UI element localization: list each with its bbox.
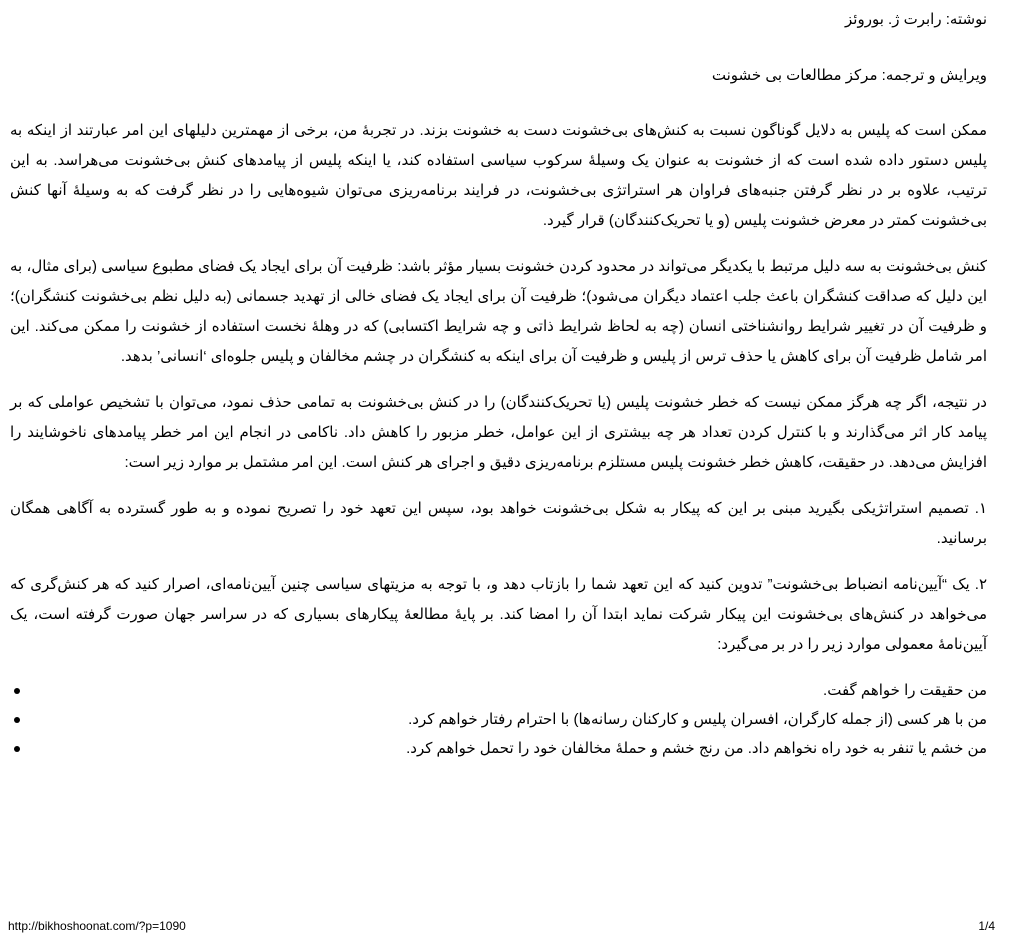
bullet-icon	[14, 746, 20, 752]
editor-line: ویرایش و ترجمه: مرکز مطالعات بی خشونت	[711, 67, 987, 84]
list-item	[10, 734, 987, 763]
bullet-icon	[14, 717, 20, 723]
list-item	[10, 705, 987, 734]
list-item-text: من حقیقت را خواهم گفت.	[823, 682, 987, 699]
article-body	[10, 116, 987, 763]
author-line: نوشته: رابرت ژ. بوروئز	[845, 11, 987, 28]
paragraph-three-reasons: کنش بی‌خشونت به سه دلیل مرتبط با یکدیگر می‌تواند در محدود کردن خشونت بسیار مؤثر باشد: ظرفیت آن برای ایجاد یک فضای مطبوع سیاسی (برای مثال، به این دلیل که صداقت کنشگران باعث جلب اعتماد دیگران می‌شود)؛ ظرفیت آن برای ایجاد یک فضای خالی از تهدید جسمانی (به دلیل نظم بی‌خشونت کنشگران)؛ و ظرفیت آن در تغییر شرایط روانشناختی انسان (چه به لحاظ شرایط ذاتی و چه شرایط اکتسابی) که در وهلهٔ نخست استفاده از خشونت را ممکن می‌کند. این امر شامل ظرفیت آن برای کاهش یا حذف ترس از پلیس و ظرفیت آن برای اینکه به کنشگران در چشم مخالفان و پلیس جلوه‌ای ‘انسانی’ بدهد.	[10, 258, 987, 365]
bullet-icon	[14, 688, 20, 694]
page-number: 1/4	[978, 919, 995, 933]
paragraph-police-violence-reasons: ممکن است که پلیس به دلایل گوناگون نسبت به کنش‌های بی‌خشونت دست به خشونت بزند. در تجربهٔ من، برخی از مهمترین دلیلهای این امر عبارتند از اینکه به پلیس دستور داده شده است که از خشونت به عنوان یک وسیلهٔ سرکوب سیاسی استفاده کند، یا اینکه پلیس از پیامدهای کنش بی‌خشونت می‌هراسد. به این ترتیب، علاوه بر در نظر گرفتن جنبه‌های فراوان هر استراتژی بی‌خشونت، در فرایند برنامه‌ریزی می‌توان شیوه‌هایی را در نظر گرفت که به وسیلهٔ آنها کنش بی‌خشونت کمتر در معرض خشونت پلیس (و یا تحریک‌کنندگان) قرار گیرد.	[10, 122, 987, 229]
footer-url-link[interactable]: http://bikhoshoonat.com/?p=1090	[8, 919, 186, 933]
paragraph-step-2: ۲. یک “آیین‌نامه انضباط بی‌خشونت” تدوین کنید که این تعهد شما را بازتاب دهد و، با توجه به مزیتهای سیاسی چنین آیین‌نامه‌ای، اصرار کنید که هر کنش‌گری که می‌خواهد در کنش‌های بی‌خشونت این پیکار شرکت نماید ابتدا آن را امضا کند. بر پایهٔ مطالعهٔ پیکارهای بسیاری که در سراسر جهان صورت گرفته است، یک آیین‌نامهٔ معمولی موارد زیر را در بر می‌گیرد:	[10, 576, 987, 653]
page-footer	[8, 917, 995, 935]
paragraph-step-1: ۱. تصمیم استراتژیکی بگیرید مبنی بر این که پیکار به شکل بی‌خشونت خواهد بود، سپس این تعهد خود را تصریح نموده و به طور گسترده به آگاهی همگان برسانید.	[10, 500, 987, 547]
code-of-conduct-list	[10, 676, 987, 763]
list-item-text: من با هر کسی (از جمله کارگران، افسران پلیس و کارکنان رسانه‌ها) با احترام رفتار خواهم کرد.	[408, 711, 987, 728]
paragraph-conclusion: در نتیجه، اگر چه هرگز ممکن نیست که خطر خشونت پلیس (یا تحریک‌کنندگان) را در کنش بی‌خشونت به تمامی حذف نمود، می‌توان با تشخیص عواملی که بر پیامد کار اثر می‌گذارند و با کنترل کردن تعداد هر چه بیشتری از این عوامل، خطر مزبور را کاهش داد. ناکامی در انجام این امر خطر پیامدهای ناخوشایند را افزایش می‌دهد. در حقیقت، کاهش خطر خشونت پلیس مستلزم برنامه‌ریزی دقیق و اجرای هر کنش است. این امر مشتمل بر موارد زیر است:	[10, 394, 987, 471]
list-item	[10, 676, 987, 705]
list-item-text: من خشم یا تنفر به خود راه نخواهم داد. من رنج خشم و حملهٔ مخالفان خود را تحمل خواهم کرد.	[406, 740, 987, 757]
